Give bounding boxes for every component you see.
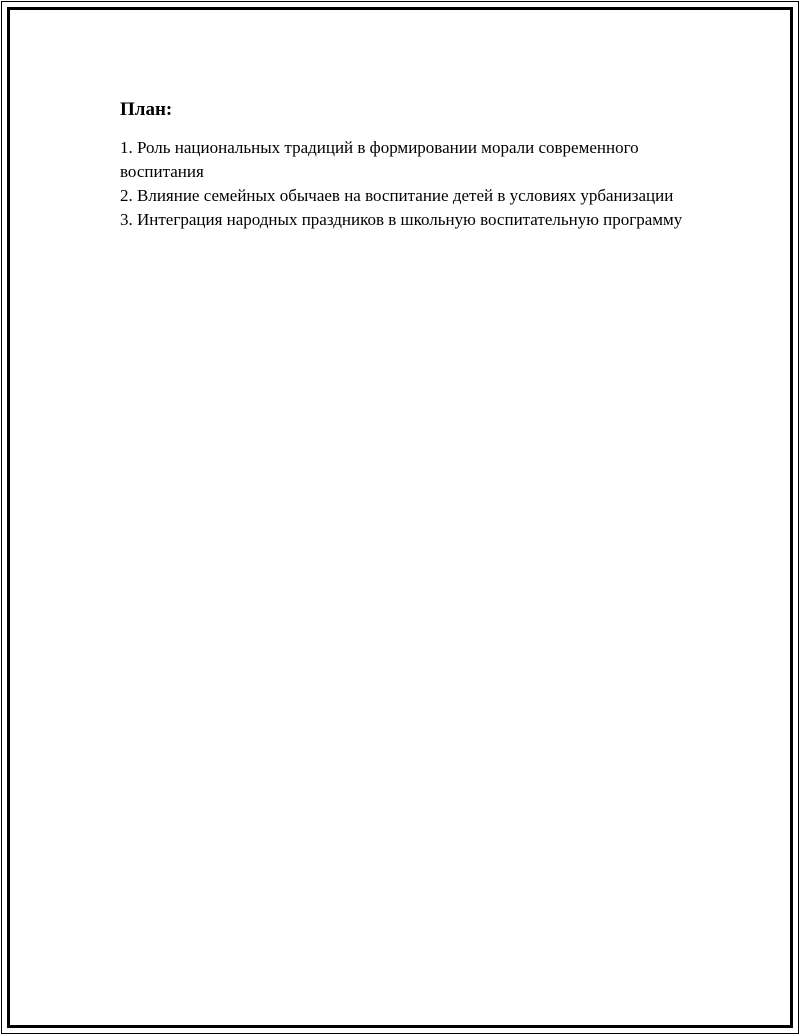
- plan-item: 1. Роль национальных традиций в формировании морали современного воспитания: [120, 138, 639, 181]
- document-body: [120, 98, 700, 232]
- plan-item: 2. Влияние семейных обычаев на воспитание детей в условиях урбанизации: [120, 186, 674, 205]
- page-inner-border: [7, 7, 793, 1028]
- plan-heading: План:: [120, 99, 173, 120]
- plan-item: 3. Интеграция народных праздников в школьную воспитательную программу: [120, 210, 683, 229]
- page-outer-border: [1, 1, 799, 1034]
- plan-list: [120, 136, 700, 232]
